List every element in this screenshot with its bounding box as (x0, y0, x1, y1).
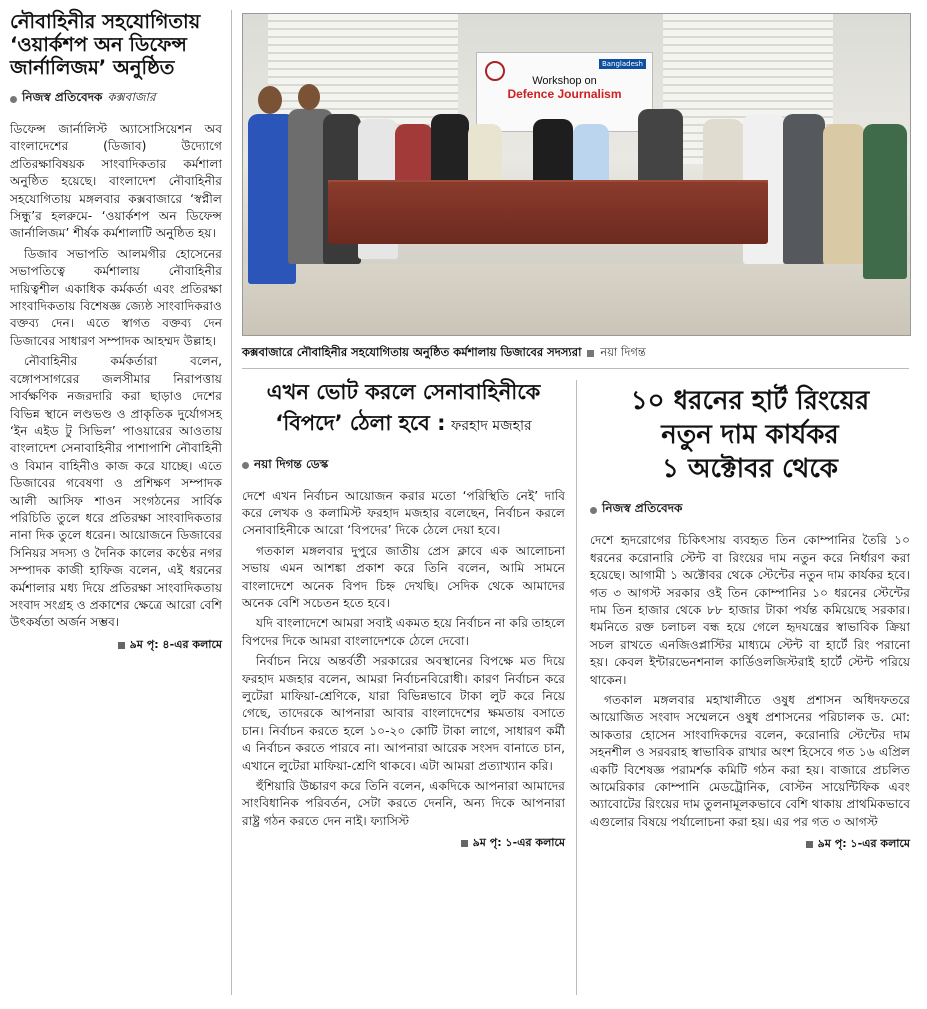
middle-article (242, 380, 565, 853)
left-article (10, 10, 222, 655)
middle-headline-line2: ‘বিপদে’ ঠেলা হবে : (275, 410, 446, 435)
dejab-logo-icon (485, 61, 505, 81)
banner-line1: Workshop on (532, 75, 597, 87)
bullet-icon (590, 507, 597, 514)
workshop-photo (242, 13, 911, 336)
left-continued-text: ৯ম পৃ: ৪-এর কলামে (129, 637, 222, 651)
photo-caption-source: নয়া দিগন্ত (600, 345, 646, 359)
banner-line2: Defence Journalism (507, 87, 622, 101)
column-divider (231, 10, 232, 995)
left-headline-line: ‘ওয়ার্কশপ অন ডিফেন্স (10, 33, 187, 56)
middle-paragraph: গতকাল মঙ্গলবার দুপুরে জাতীয় প্রেস ক্লাবে এক আলোচনা সভায় এমন আশঙ্কা প্রকাশ করে তিনি বলেন, আমি সামনে বাংলাদেশে অনেক বিপদ চিহ্ন দেখছি। সেদিক থেকে আমাদের অনেক বেশি সচেতন হতে হবে। (242, 543, 565, 610)
bullet-icon (10, 96, 17, 103)
square-bullet-icon (461, 840, 468, 847)
right-continued-text: ৯ম পৃ: ১-এর কলামে (817, 837, 910, 851)
bullet-icon (242, 462, 249, 469)
middle-byline-text: নয়া দিগন্ত ডেস্ক (254, 456, 329, 471)
photo-caption (242, 344, 909, 363)
column-divider (576, 380, 577, 995)
left-paragraph: ডিজাব সভাপতি আলমগীর হোসেনের সভাপতিত্বে কর্মশালায় নৌবাহিনীর দায়িত্বশীল একাধিক কর্মকর্তা এবং প্রতিরক্ষা সাংবাদিকতায় বিশেষজ্ঞ জ্যেষ্ঠ সাংবাদিকরাও বক্তব্য দেন। এতে স্বাগত বক্তব্য দেন ডিজাবের সাধারণ সম্পাদক আহম্মদ উল্লাহ। (10, 246, 222, 348)
middle-paragraph: যদি বাংলাদেশে আমরা সবাই একমত হয়ে নির্বাচন না করি তাহলে বিপদের দিকে আমরা বাংলাদেশকে ঠেলে দেবো। (242, 616, 565, 648)
left-continued (10, 636, 222, 655)
middle-body (242, 488, 565, 831)
left-byline-reporter: নিজস্ব প্রতিবেদক (22, 90, 103, 104)
middle-headline-line1: এখন ভোট করলে সেনাবাহিনীকে (266, 380, 541, 404)
right-headline (590, 385, 910, 486)
right-headline-line: নতুন দাম কার্যকর (661, 419, 839, 450)
right-byline-text: নিজস্ব প্রতিবেদক (602, 501, 683, 516)
middle-continued (242, 834, 565, 853)
square-bullet-icon (806, 841, 813, 848)
right-article (590, 385, 910, 854)
left-paragraph: নৌবাহিনীর কর্মকর্তারা বলেন, বঙ্গোপসাগরের জলসীমার নিরাপত্তায় সার্বক্ষণিক নজরদারি করা ছাড়াও দেশের বিভিন্ন স্থানে লণ্ডভণ্ড ও প্রাকৃতিক দুর্যোগসহ ‘ইন এইড টু সিভিল’ পাওয়ারের আওতায় বাংলাদেশ সেনাবাহিনীর পাশাপাশি নৌবাহিনী ও বিমান বাহিনীও কাজ করে যাচ্ছে। এতে ডিজাবের গবেষণা ও প্রশিক্ষণ সম্পাদক আলী আসিফ শাওন সংগঠনের সার্বিক পরিচিতি তুলে ধরে প্রতিরক্ষা সাংবাদিকতার নানা দিক তুলে ধরেন। আয়োজনে ডিজাবের সিনিয়র সদস্য ও দৈনিক কালের কণ্ঠের নগর সম্পাদক কাজী হাফিজ বলেন, এই ধরনের কর্মশালার মধ্য দিয়ে প্রতিরক্ষা সাংবাদিকতায় সংবাদ সংগ্রহ ও প্রকাশের ক্ষেত্রে আরো বেশি উৎকর্ষতা অর্জন সম্ভব। (10, 354, 222, 630)
banner-sponsor: Bangladesh (599, 59, 646, 69)
middle-continued-text: ৯ম পৃ: ১-এর কলামে (472, 836, 565, 850)
left-body (10, 121, 222, 632)
right-headline-line: ১০ ধরনের হার্ট রিংয়ের (630, 386, 870, 416)
middle-paragraph: হুঁশিয়ারি উচ্চারণ করে তিনি বলেন, একদিকে আপনারা আমাদের সাংবিধানিক পরিবর্তন, সেটা করতে দেননি, অন্য দিকে আপনারা রাষ্ট্র গঠন করতে দেন নাই। ফ্যাসিস্ট (242, 779, 565, 828)
right-paragraph: দেশে হৃদরোগের চিকিৎসায় ব্যবহৃত তিন কোম্পানির তৈরি ১০ ধরনের করোনারি স্টেন্ট বা রিংয়ের দাম নতুন করে নির্ধারণ করা হয়েছে। আগামী ১ অক্টোবর থেকে স্টেন্টের নতুন দাম কার্যকর হবে। গত ৩ আগস্ট সরকার ওই তিন কোম্পানির ১০ ধরনের স্টেন্টের দাম তিন হাজার থেকে ৮৮ হাজার টাকা পর্যন্ত কমিয়েছে সরকার। ধমনিতে রক্ত চলাচল বন্ধ হয়ে গেলে হৃদযন্ত্রের স্বাভাবিক ক্রিয়া সচল রাখতে এনজিওপ্লাস্টির মাধ্যমে স্টেন্ট বা হার্টে রিং পরানো হয়। কেবল ইন্টারভেনশনাল কার্ডিওলজিস্টরাই হার্টে স্টেন্ট পরিয়ে থাকেন। (590, 533, 910, 687)
left-headline (10, 10, 222, 79)
right-byline (590, 500, 910, 520)
right-paragraph: গতকাল মঙ্গলবার মহাখালীতে ওষুধ প্রশাসন অধিদফতরে আয়োজিত সংবাদ সম্মেলনে ওষুধ প্রশাসনের পরিচালক ড. মো: আকতার হোসেন সাংবাদিকদের বলেন, করোনারি স্টেন্টের দাম সহনশীল ও সরবরাহ স্বাভাবিক রাখার অংশ হিসেবে গত ১৬ এপ্রিল একটি বিশেষজ্ঞ পরামর্শক কমিটি গঠন করা হয়। বাজারে প্রচলিত আমেরিকার কোম্পানি মেডট্রোনিক, বোস্টন সায়েন্টিফিক এবং অ্যাবোটের রিংয়ের দাম তুলনামূলকভাবে বেশি থাকায় প্রাথমিকভাবে এগুলোর বিষয়ে পর্যালোচনা করা হয়। এর পর গত ৩ আগস্ট (590, 693, 910, 829)
middle-headline (242, 380, 565, 436)
right-continued (590, 835, 910, 854)
left-byline (10, 89, 222, 109)
middle-byline (242, 456, 565, 476)
conference-table (328, 182, 768, 244)
right-headline-line: ১ অক্টোবর থেকে (662, 453, 838, 484)
right-body (590, 532, 910, 831)
left-byline-place: কক্সবাজার (107, 90, 156, 104)
middle-paragraph: দেশে এখন নির্বাচন আয়োজন করার মতো ‘পরিস্থিতি নেই’ দাবি করে লেখক ও কলামিস্ট ফরহাদ মজহার বলেছেন, নির্বাচন করলে সেনাবাহিনীকে আরো ‘বিপদের’ দিকে ঠেলে দেয়া হবে। (242, 488, 565, 538)
square-bullet-icon (118, 642, 125, 649)
left-paragraph: ডিফেন্স জার্নালিস্ট অ্যাসোসিয়েশন অব বাংলাদেশের (ডিজাব) উদ্যোগে প্রতিরক্ষাবিষয়ক সাংবাদিকতার কর্মশালা অনুষ্ঠিত হয়েছে। বাংলাদেশ নৌবাহিনীর সহযোগিতায় মঙ্গলবার কক্সবাজারে ‘স্বপ্নীল সিন্ধু’র হলরুমে- ‘ওয়ার্কশপ অন ডিফেন্স জার্নালিজম’ শীর্ষক কর্মশালাটি অনুষ্ঠিত হয়। (10, 122, 222, 241)
middle-paragraph: নির্বাচন নিয়ে অন্তর্বর্তী সরকারের অবস্থানের বিপক্ষে মত দিয়ে ফরহাদ মজহার বলেন, আমরা নির্বাচনবিরোধী। কারণ নির্বাচন করে লুটেরা মাফিয়া-শ্রেণিকে, যারা বিভিন্নভাবে টাকা লুট করে নিয়ে গেছে, তাদেরকে আপনারা আবার বাংলাদেশের ক্ষমতায় বসাতে চান। নির্বাচন করতে হলে ১০-২০ কোটি টাকা লাগে, সাধারণ কর্মী এ নির্বাচন করতে পারবে না। আপনারা আরেক সংসদ বানাতে চান, এখানে লুটেরা মাফিয়া-শ্রেণি থাকবে। এটা আমরা প্রত্যাখ্যান করি। (242, 654, 565, 773)
left-headline-line: নৌবাহিনীর সহযোগিতায় (10, 10, 201, 33)
photo-caption-text: কক্সবাজারে নৌবাহিনীর সহযোগিতায় অনুষ্ঠিত কর্মশালায় ডিজাবের সদস্যরা (242, 345, 582, 359)
left-headline-line: জার্নালিজম’ অনুষ্ঠিত (10, 56, 175, 79)
middle-headline-author: ফরহাদ মজহার (451, 417, 532, 434)
caption-divider (242, 368, 909, 369)
square-bullet-icon (587, 350, 594, 357)
